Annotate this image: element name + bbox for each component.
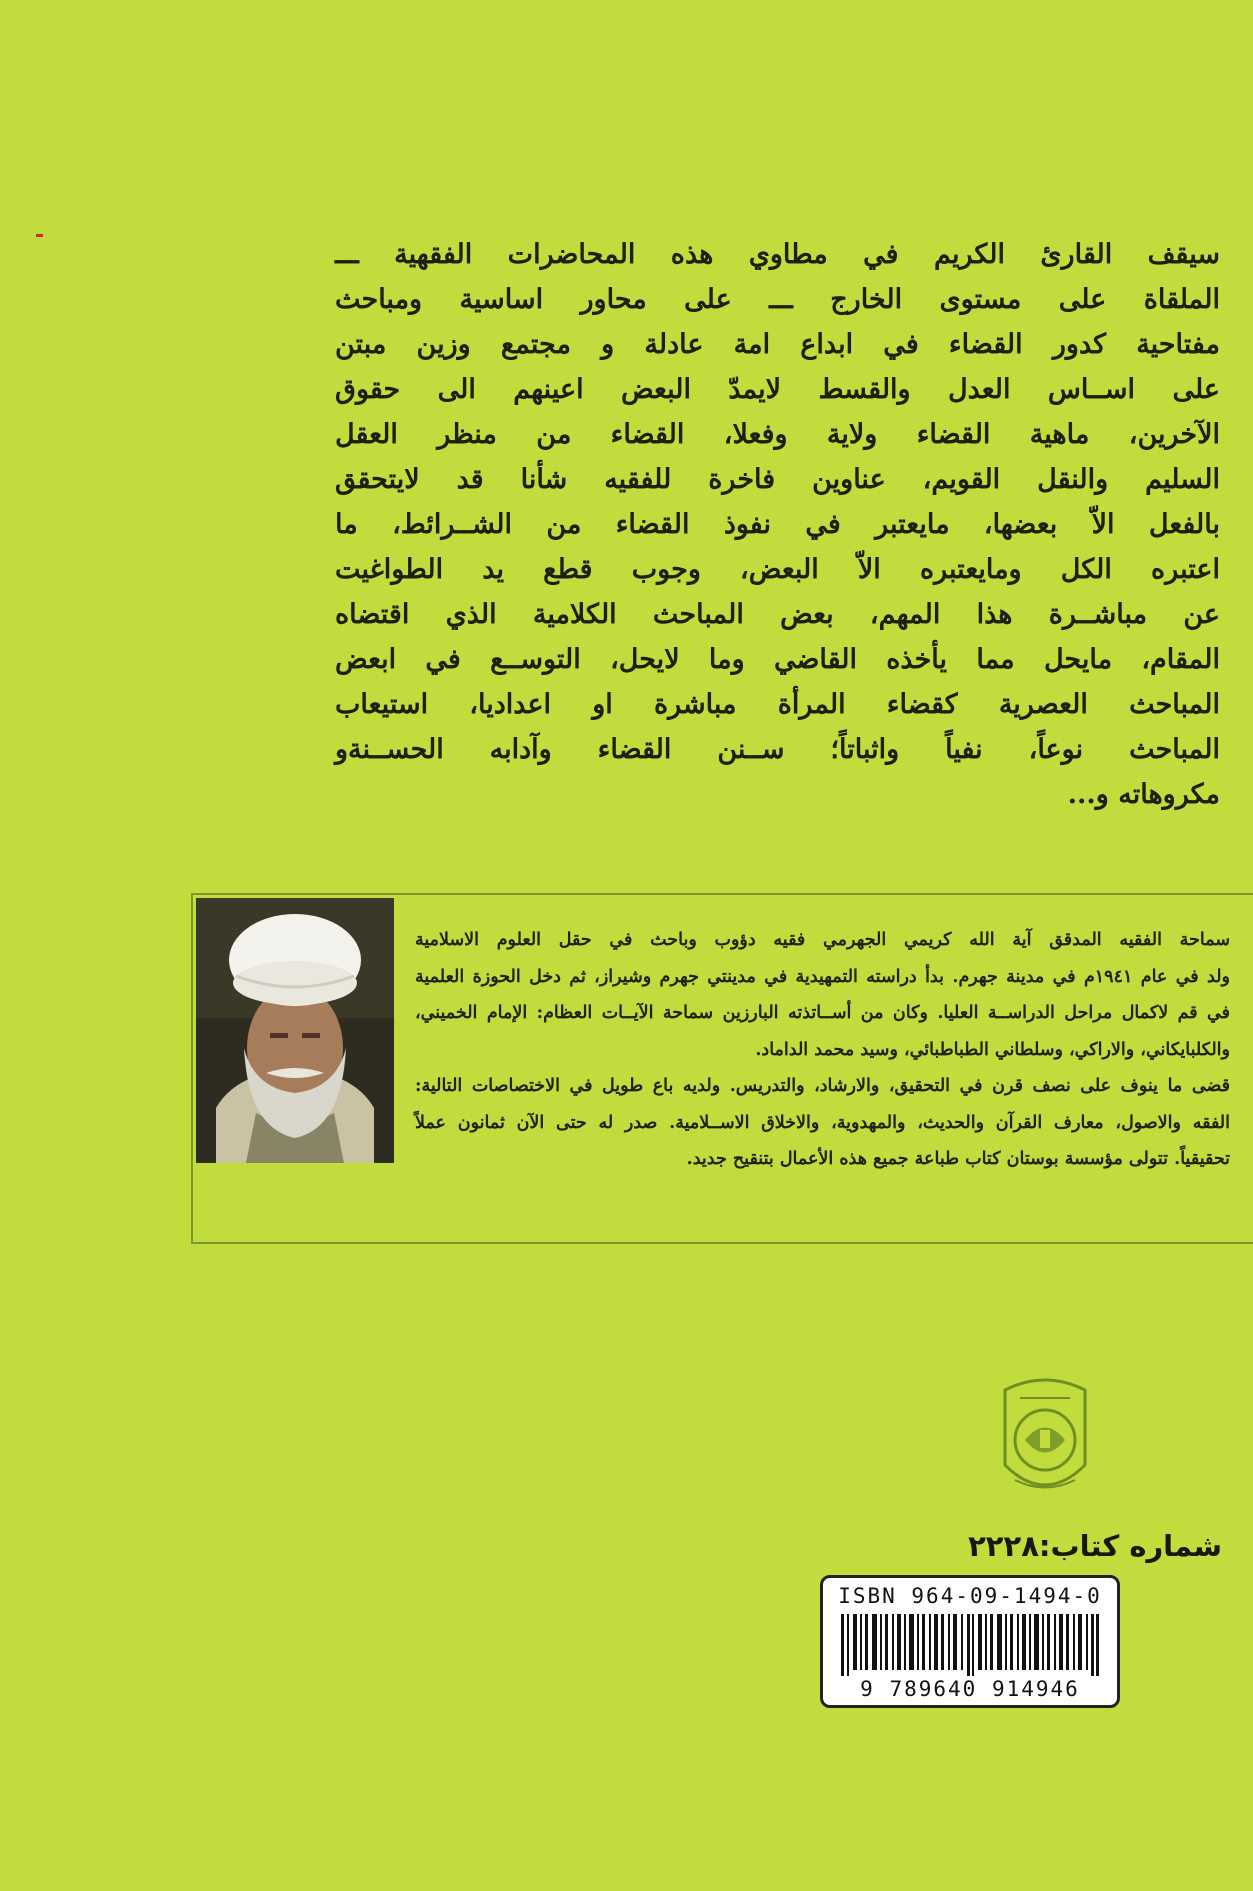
book-number: شماره كتاب:۲۲۲۸ [968,1529,1222,1563]
main-line: عن مباشــرة هذا المهم، بعض المباحث الكلامية الذي اقتضاه [335,599,1220,630]
ean-number: 9 789640 914946 [860,1677,1080,1701]
main-line: الملقاة على مستوى الخارج ـــ على محاور اساسية ومباحث [335,284,1220,315]
main-line: المباحث العصرية كقضاء المرأة مباشرة او اعداديا، استيعاب [335,689,1220,720]
isbn-text: ISBN 964-09-1494-0 [838,1584,1102,1608]
main-line: اعتبره الكل ومايعتبره الاّ البعض، وجوب قطع يد الطواغيت [335,554,1220,585]
main-paragraph [335,232,1220,817]
main-line: على اســاس العدل والقسط لايمدّ البعض اعينهم الى حقوق [335,374,1220,405]
author-bio [415,922,1230,1178]
red-print-mark [36,234,43,237]
bio-line: في قم لاكمال مراحل الدراســة العليا. وكان من أســاتذته البارزين سماحة الآيــات العظام: الإمام الخميني، [415,1003,1230,1023]
main-line: مكروهاته و... [1067,779,1220,810]
main-line: بالفعل الاّ بعضها، مايعتبر في نفوذ القضاء من الشــرائط، ما [335,509,1220,540]
bio-line: تحقيقياً. تتولى مؤسسة بوستان كتاب طباعة جميع هذه الأعمال بتنقيح جديد. [686,1149,1230,1169]
author-portrait [196,898,394,1163]
bio-line: والكلبايكاني، والاراكي، وسلطاني الطباطبائي، وسيد محمد الداماد. [755,1039,1230,1060]
publisher-emblem-icon [990,1370,1100,1510]
bio-line: ولد في عام ١٩٤١م في مدينة جهرم. بدأ دراسته التمهيدية في مدينتي جهرم وشيراز، ثم دخل الحوزة العلمية [415,966,1230,987]
main-line: السليم والنقل القويم، عناوين فاخرة للفقيه شأنا قد لايتحقق [335,464,1220,495]
main-line: سيقف القارئ الكريم في مطاوي هذه المحاضرات الفقهية ـــ [335,239,1220,270]
bio-line: قضى ما ينوف على نصف قرن في التحقيق، والارشاد، والتدريس. ولديه باع طويل في الاختصاصات التالية: [415,1076,1230,1096]
bio-line: سماحة الفقيه المدقق آية الله كريمي الجهرمي فقيه دؤوب وباحث في حقل العلوم الاسلامية [415,930,1230,950]
barcode-icon [841,1614,1099,1676]
main-line: مفتاحية كدور القضاء في ابداع امة عادلة و مجتمع وزين مبتن [335,329,1220,360]
main-line: المقام، مايحل مما يأخذه القاضي وما لايحل، التوســع في ابعض [335,644,1220,675]
bio-line: الفقه والاصول، معارف القرآن والحديث، والمهدوية، والاخلاق الاســلامية. صدر له حتى الآن ثمانون عملاً [415,1112,1230,1133]
main-line: المباحث نوعاً، نفياً واثباتاً؛ ســنن القضاء وآدابه الحســنةو [335,734,1220,765]
isbn-barcode-label [820,1575,1120,1708]
main-line: الآخرين، ماهية القضاء ولاية وفعلا، القضاء من منظر العقل [335,419,1220,450]
